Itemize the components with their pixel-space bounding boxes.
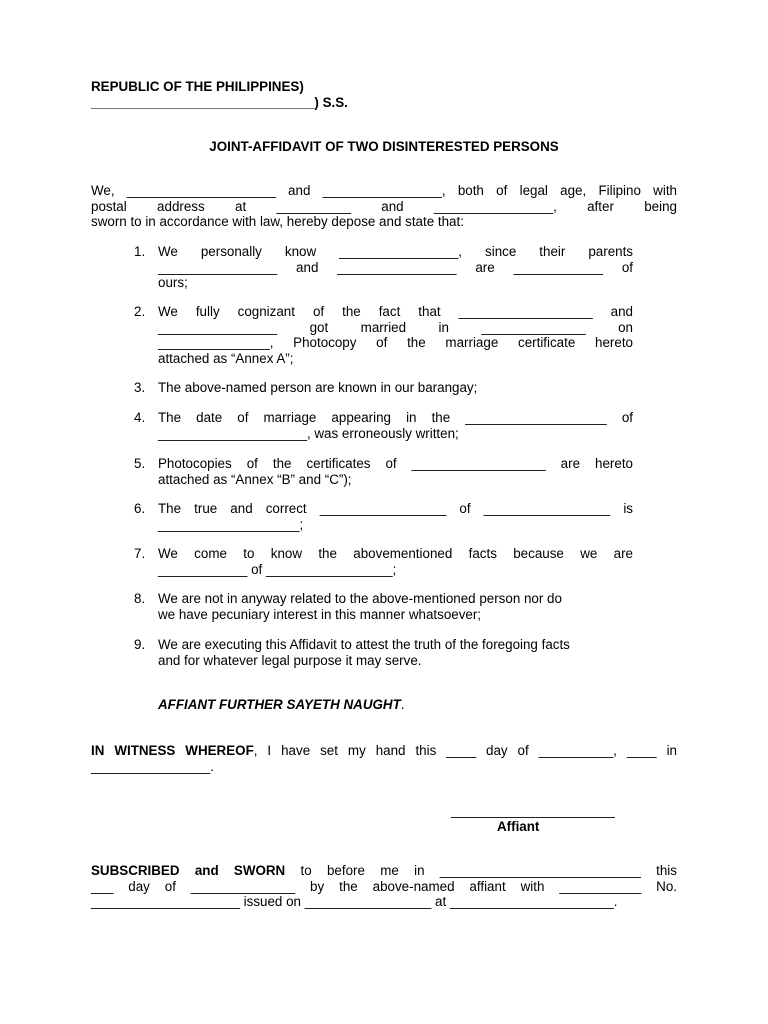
list-line: ___________________; <box>158 516 304 532</box>
numbered-list <box>134 304 634 366</box>
witness-line-1 <box>91 743 677 759</box>
list-item-4 <box>134 410 634 441</box>
list-item-3 <box>134 380 634 396</box>
intro-line-1: We, ____________________ and ________________, both of legal age, Filipino with <box>91 183 677 198</box>
list-line: We personally know ________________, since their parents <box>158 244 633 259</box>
witness-rest: , I have set my hand this ____ day of __________, ____ in <box>253 743 677 758</box>
list-line: _______________, Photocopy of the marriage certificate hereto <box>158 335 633 350</box>
list-line: ours; <box>158 275 188 290</box>
list-line: and for whatever legal purpose it may serve. <box>158 652 422 668</box>
list-line: We fully cognizant of the fact that __________________ and <box>158 304 633 319</box>
list-line: The above-named person are known in our barangay; <box>158 380 478 395</box>
jurat-rest: to before me in ___________________________ this <box>285 863 677 878</box>
jurat-bold: SUBSCRIBED and SWORN <box>91 863 286 878</box>
list-number: 3. <box>134 380 146 395</box>
list-number: 6. <box>134 501 146 516</box>
list-item-6 <box>134 501 634 532</box>
list-line: Photocopies of the certificates of __________________ are hereto <box>158 456 633 471</box>
list-line: We are executing this Affidavit to attest the truth of the foregoing facts <box>158 637 570 652</box>
signature-line: ______________________ <box>451 803 615 818</box>
list-number: 5. <box>134 456 146 471</box>
closing-statement <box>158 697 405 713</box>
closing-period: . <box>400 697 405 712</box>
list-item-1 <box>134 244 634 291</box>
list-item-2 <box>134 304 634 366</box>
numbered-list <box>134 546 634 577</box>
list-item-5 <box>134 456 634 487</box>
list-number: 1. <box>134 244 146 259</box>
list-line: ________________ and ________________ are ____________ of <box>158 259 633 275</box>
intro-line-2: postal address at __________ and ________________, after being <box>91 198 677 214</box>
jurat-line-2: ___ day of ______________ by the above-named affiant with ___________ No. <box>91 878 677 894</box>
list-number: 7. <box>134 546 146 561</box>
list-number: 8. <box>134 591 146 606</box>
list-number: 2. <box>134 304 146 319</box>
closing-text: AFFIANT FURTHER SAYETH NAUGHT <box>158 697 401 712</box>
list-line: ____________________, was erroneously written; <box>158 425 459 441</box>
jurat-line-1 <box>91 863 677 879</box>
list-line: we have pecuniary interest in this manner whatsoever; <box>158 606 482 622</box>
numbered-list <box>134 244 634 291</box>
witness-bold: IN WITNESS WHEREOF <box>91 743 254 758</box>
numbered-list <box>134 380 634 396</box>
numbered-list <box>134 637 634 668</box>
numbered-list <box>134 410 634 441</box>
intro-paragraph <box>91 183 677 230</box>
list-line: We come to know the abovementioned facts because we are <box>158 546 633 561</box>
list-line: ________________ got married in ______________ on <box>158 319 633 335</box>
list-item-9 <box>134 637 634 668</box>
list-line: The date of marriage appearing in the ___________________ of <box>158 410 633 425</box>
list-line: We are not in anyway related to the above-mentioned person nor do <box>158 591 562 606</box>
list-line: ____________ of _________________; <box>158 561 397 577</box>
affiant-label: Affiant <box>497 819 540 834</box>
document-title: JOINT-AFFIDAVIT OF TWO DISINTERESTED PERSONS <box>209 139 559 154</box>
list-number: 4. <box>134 410 146 425</box>
header-ss: ______________________________) S.S. <box>91 95 348 110</box>
list-number: 9. <box>134 637 146 652</box>
intro-line-3: sworn to in accordance with law, hereby depose and state that: <box>91 214 464 229</box>
jurat-line-3: ____________________ issued on _________________ at ______________________. <box>91 894 618 909</box>
list-item-7 <box>134 546 634 577</box>
jurat-paragraph <box>91 863 677 910</box>
witness-line-2: ________________. <box>91 758 214 774</box>
numbered-list <box>134 591 634 622</box>
list-line: attached as “Annex A”; <box>158 350 294 366</box>
list-item-8 <box>134 591 634 622</box>
witness-paragraph <box>91 743 677 774</box>
list-line: The true and correct _________________ of _________________ is <box>158 501 633 516</box>
numbered-list <box>134 501 634 532</box>
header-republic: REPUBLIC OF THE PHILIPPINES) <box>91 79 304 94</box>
numbered-list <box>134 456 634 487</box>
list-line: attached as “Annex “B” and “C”); <box>158 471 352 487</box>
